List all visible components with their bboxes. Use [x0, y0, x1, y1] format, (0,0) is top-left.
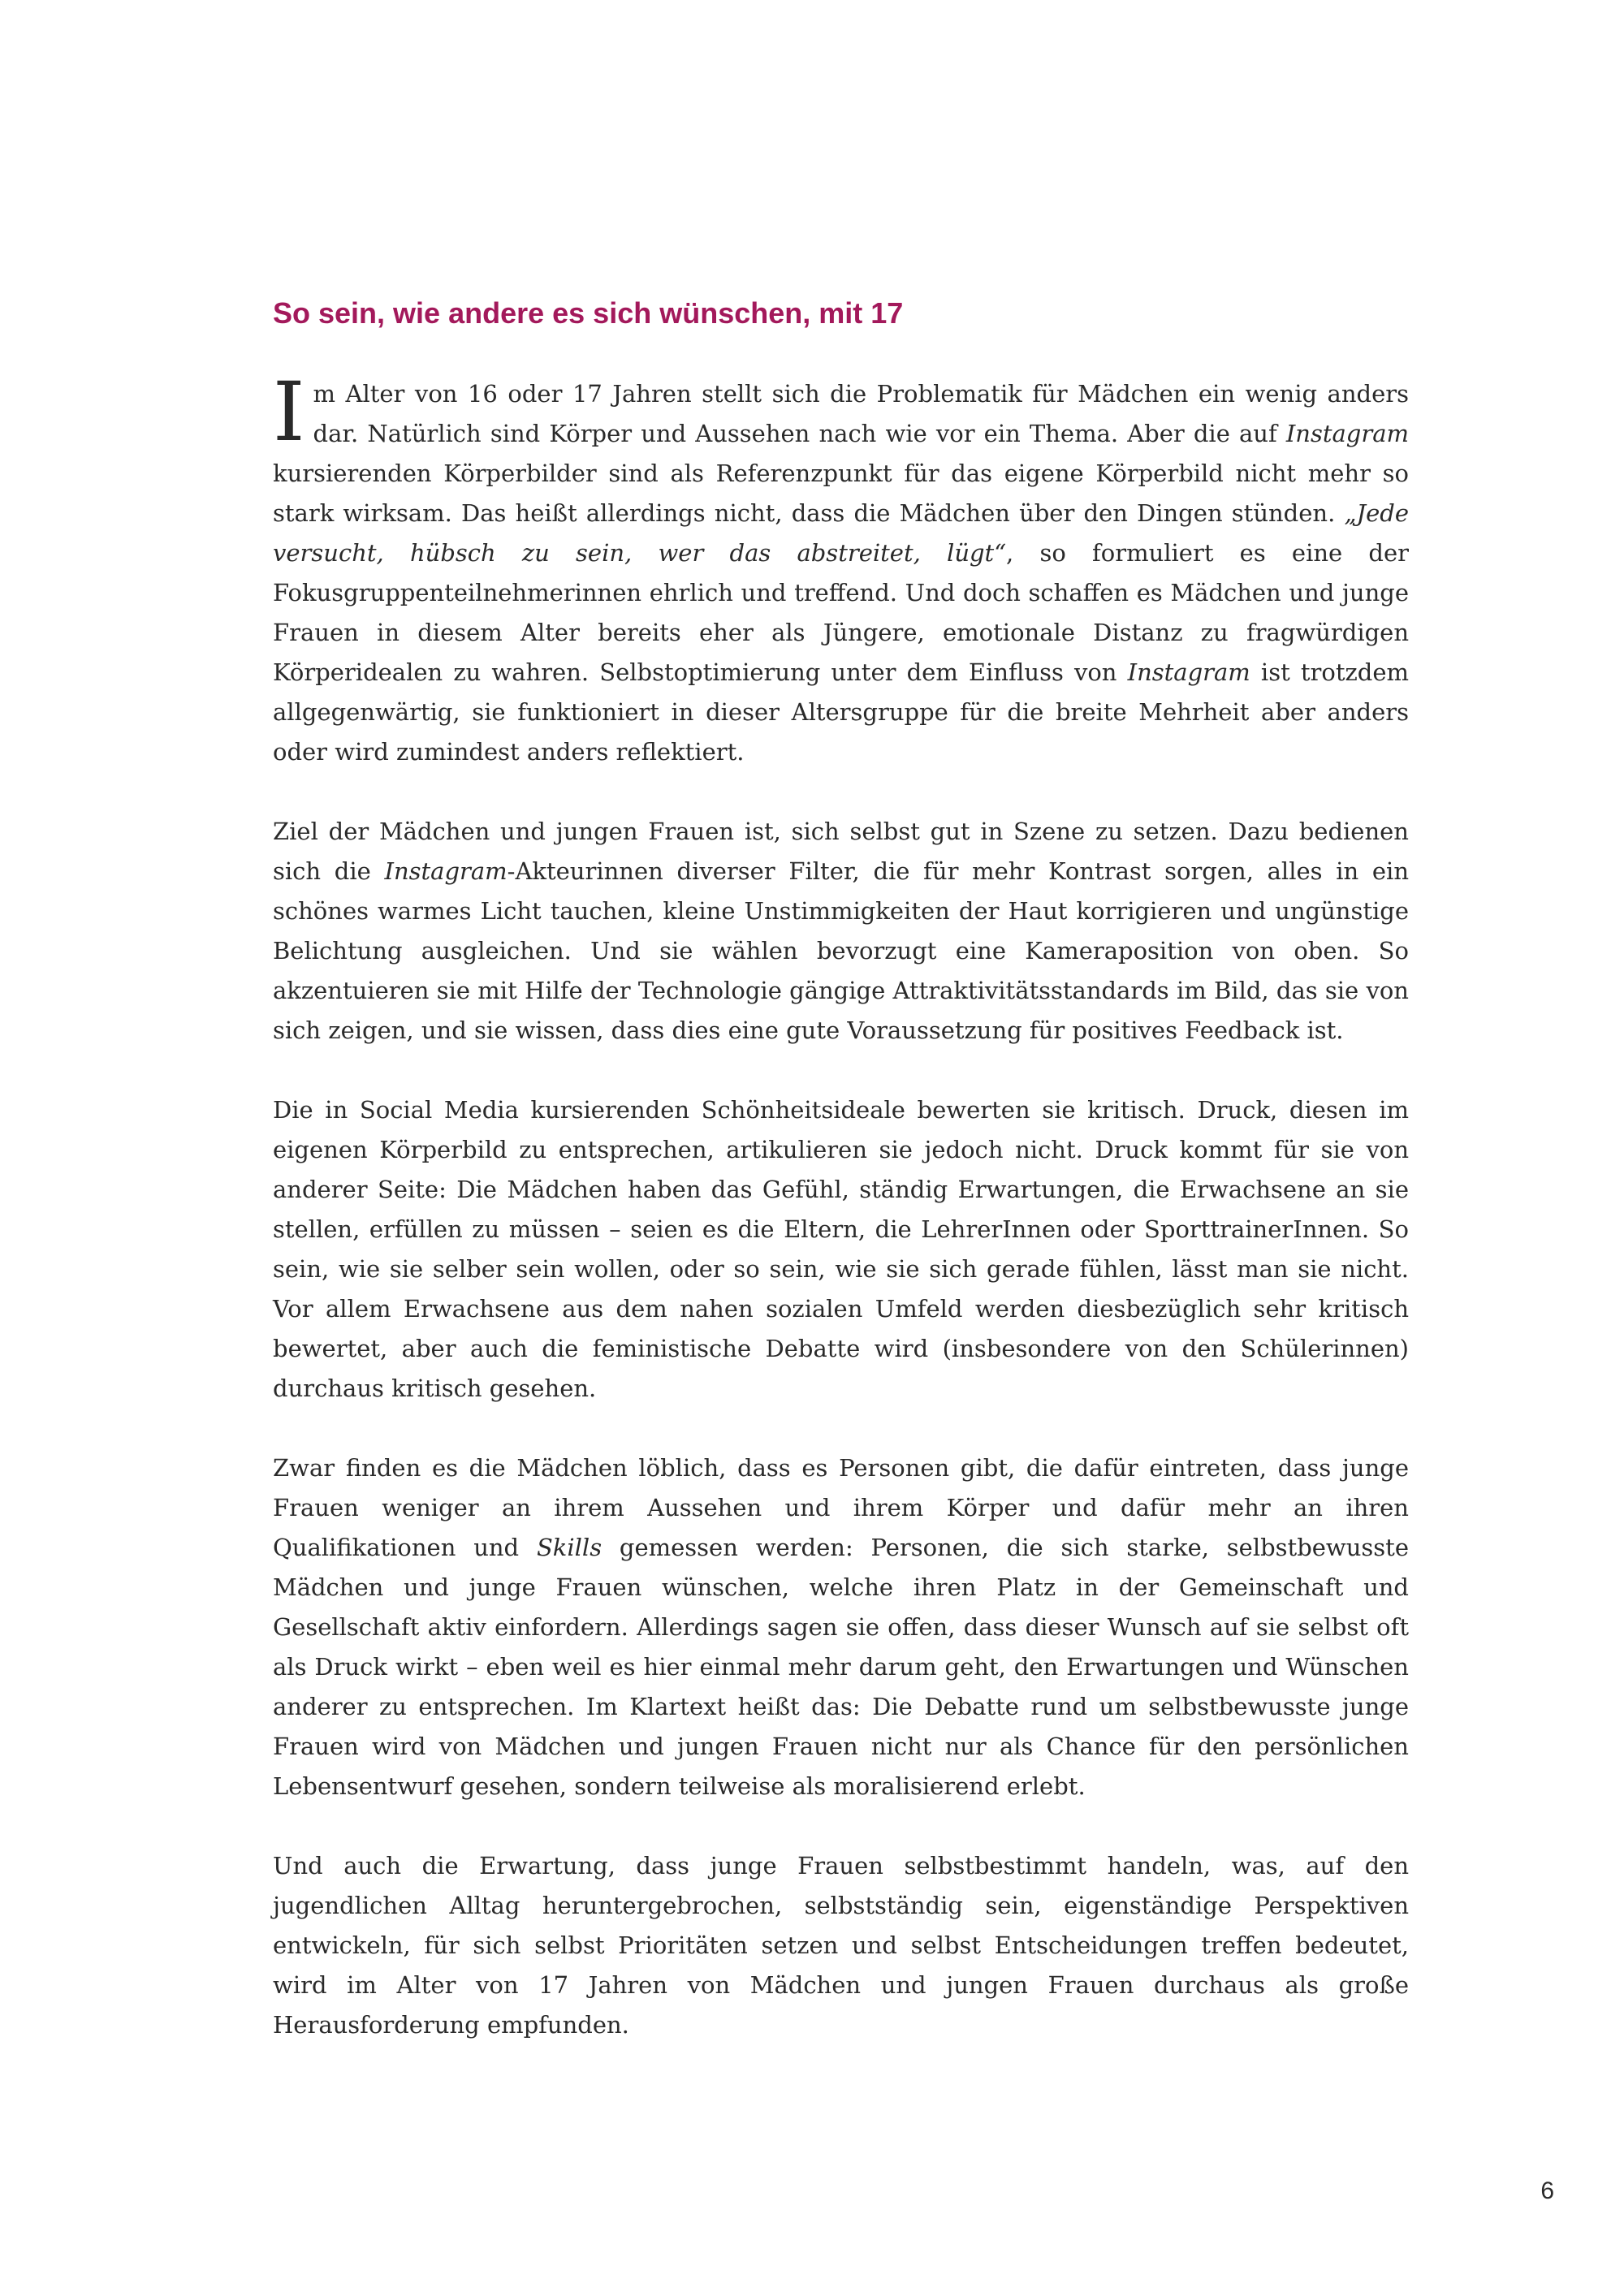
paragraph-1	[273, 365, 1410, 772]
text-run: gemessen werden: Personen, die sich starke, selbstbewusste Mädchen und junge Frauen wünschen, welche ihren Platz in der Gemeinschaft und Gesellschaft aktiv einfordern. Allerdings sagen sie offen, dass dieser Wunsch auf sie selbst oft als Druck wirkt – eben weil es hier einmal mehr darum geht, den Erwartungen und Wünschen anderer zu entsprechen. Im Klartext heißt das: Die Debatte rund um selbstbewusste junge Frauen wird von Mädchen und jungen Frauen nicht nur als Chance für den persönlichen Lebensentwurf gesehen, sondern teilweise als moralisierend erlebt.	[273, 1534, 1409, 1800]
emphasis-instagram: Instagram	[1127, 658, 1250, 686]
emphasis-skills: Skills	[536, 1534, 603, 1561]
text-run: m Alter von 16 oder 17 Jahren stellt sich die Problematik für Mädchen ein wenig anders dar. Natürlich sind Körper und Aussehen nach wie vor ein Thema. Aber die auf	[313, 380, 1409, 447]
section-heading: So sein, wie andere es sich wünschen, mit 17	[273, 296, 904, 330]
emphasis-instagram: Instagram	[1285, 420, 1409, 447]
text-run: Zwar finden es die Mädchen löblich, dass es Personen gibt, die dafür eintreten, dass junge Frauen weniger an ihrem Aussehen und ihrem Körper und dafür mehr an ihren Qualifikationen und	[273, 1454, 1409, 1561]
paragraph-5: Und auch die Erwartung, dass junge Frauen selbstbestimmt handeln, was, auf den jugendlichen Alltag heruntergebrochen, selbstständig sein, eigenständige Perspektiven entwickeln, für sich selbst Prioritäten setzen und selbst Entscheidungen treffen bedeutet, wird im Alter von 17 Jahren von Mädchen und jungen Frauen durchaus als große Herausforderung empfunden.	[273, 1852, 1409, 2039]
text-run: , so formuliert es eine der Fokusgruppenteilnehmerinnen ehrlich und treffend. Und doch schaffen es Mädchen und junge Frauen in diesem Alter bereits eher als Jüngere, emotionale Distanz zu fragwürdigen Körperidealen zu wahren. Selbstoptimierung unter dem Einfluss von	[273, 539, 1409, 686]
body-text	[273, 365, 1410, 2085]
text-run: Ziel der Mädchen und jungen Frauen ist, sich selbst gut in Szene zu setzen. Dazu bedienen sich die	[273, 818, 1409, 885]
paragraph-2	[273, 812, 1409, 1051]
drop-cap: I	[273, 365, 305, 460]
quote: „Jede versucht, hübsch zu sein, wer das abstreitet, lügt“	[273, 499, 1409, 567]
paragraph-4	[273, 1448, 1409, 1806]
text-run: kursierenden Körperbilder sind als Referenzpunkt für das eigene Körperbild nicht mehr so stark wirksam. Das heißt allerdings nicht, dass die Mädchen über den Dingen stünden.	[273, 460, 1409, 527]
emphasis-instagram: Instagram	[384, 857, 508, 885]
page-number: 6	[1540, 2177, 1554, 2204]
text-run: ist trotzdem allgegenwärtig, sie funktioniert in dieser Altersgruppe für die breite Mehrheit aber anders oder wird zumindest anders reflektiert.	[273, 658, 1410, 766]
paragraph-3: Die in Social Media kursierenden Schönheitsideale bewerten sie kritisch. Druck, diesen im eigenen Körperbild zu entsprechen, artikulieren sie jedoch nicht. Druck kommt für sie von anderer Seite: Die Mädchen haben das Gefühl, ständig Erwartungen, die Erwachsene an sie stellen, erfüllen zu müssen – seien es die Eltern, die LehrerInnen oder SporttrainerInnen. So sein, wie sie selber sein wollen, oder so sein, wie sie sich gerade fühlen, lässt man sie nicht. Vor allem Erwachsene aus dem nahen sozialen Umfeld werden diesbezüglich sehr kritisch bewertet, aber auch die feministische Debatte wird (insbesondere von den Schülerinnen) durchaus kritisch gesehen.	[273, 1096, 1409, 1402]
text-run: -Akteurinnen diverser Filter, die für mehr Kontrast sorgen, alles in ein schönes warmes Licht tauchen, kleine Unstimmigkeiten der Haut korrigieren und ungünstige Belichtung ausgleichen. Und sie wählen bevorzugt eine Kameraposition von oben. So akzentuieren sie mit Hilfe der Technologie gängige Attraktivitätsstandards im Bild, das sie von sich zeigen, und sie wissen, dass dies eine gute Voraussetzung für positives Feedback ist.	[273, 857, 1409, 1044]
